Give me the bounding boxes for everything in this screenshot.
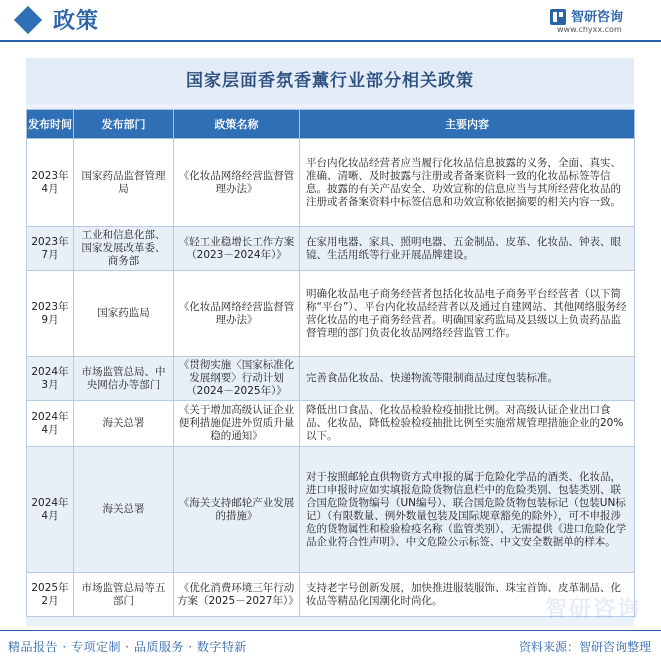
- cell-dept: 工业和信息化部、国家发展改革委、商务部: [74, 227, 174, 271]
- table-row: [27, 357, 635, 401]
- cell-content: 对于按照邮轮直供物资方式申报的属于危险化学品的酒类、化妆品，进口申报时应如实填报危险货物信息栏中的危险类别、包装类别、联合国危险货物编号（UN编号）、联合国危险货物包装标记（包装UN标记）（有限数量、例外数量包装及国际规章豁免的除外），可不申报涉危的货物属性和检验检疫名称（监管类别），无需提供《进口危险化学品企业符合性声明》、中文危险公示标签、中文安全数据单的样本。: [300, 447, 635, 573]
- brand-name: 智研咨询: [571, 10, 624, 25]
- policy-table-panel: [26, 58, 634, 626]
- policy-table: [26, 109, 635, 617]
- table-title: 国家层面香氛香薰行业部分相关政策: [26, 58, 634, 104]
- cell-date: 2024年4月: [27, 401, 74, 447]
- table-row: [27, 401, 635, 447]
- cell-content: 支持老字号创新发展，加快推进服装服饰、珠宝首饰、皮革制品、化妆品等精品化国潮化时尚化。: [300, 573, 635, 617]
- brand-logo-icon: [549, 8, 567, 26]
- table-row: [27, 271, 635, 357]
- table-row: [27, 573, 635, 617]
- diamond-icon: [14, 6, 42, 34]
- cell-policy: 《关于增加高级认证企业便利措施促进外贸质升量稳的通知》: [174, 401, 300, 447]
- cell-content: 平台内化妆品经营者应当履行化妆品信息披露的义务，全面、真实、准确、清晰、及时披露与注册或者备案资料一致的化妆品标签等信息。披露的有关产品安全、功效宣称的信息应当与其所经营化妆品的注册或者备案资料中标签信息和功效宣称依据摘要的相关内容一致。: [300, 139, 635, 227]
- col-header-policy: 政策名称: [174, 110, 300, 139]
- table-row: [27, 447, 635, 573]
- brand-url[interactable]: www.chyxx.com: [557, 25, 622, 34]
- cell-dept: 市场监管总局等五部门: [74, 573, 174, 617]
- col-header-date: 发布时间: [27, 110, 74, 139]
- cell-content: 完善食品化妆品、快递物流等限制商品过度包装标准。: [300, 357, 635, 401]
- brand[interactable]: [549, 6, 649, 38]
- cell-date: 2025年2月: [27, 573, 74, 617]
- source-note: 资料来源：智研咨询整理: [518, 640, 651, 654]
- cell-dept: 市场监管总局、中央网信办等部门: [74, 357, 174, 401]
- footer-slogan: 精品报告 · 专项定制 · 品质服务 · 数字特新: [8, 640, 247, 654]
- table-row: [27, 139, 635, 227]
- cell-policy: 《轻工业稳增长工作方案（2023－2024年）》: [174, 227, 300, 271]
- col-header-dept: 发布部门: [74, 110, 174, 139]
- cell-date: 2023年7月: [27, 227, 74, 271]
- cell-policy: 《化妆品网络经营监督管理办法》: [174, 139, 300, 227]
- cell-date: 2024年3月: [27, 357, 74, 401]
- section-title: 政策: [53, 9, 100, 34]
- cell-dept: 海关总署: [74, 447, 174, 573]
- cell-dept: 国家药品监督管理局: [74, 139, 174, 227]
- col-header-content: 主要内容: [300, 110, 635, 139]
- cell-policy: 《化妆品网络经营监督管理办法》: [174, 271, 300, 357]
- watermark: 智研咨询: [544, 597, 641, 622]
- cell-dept: 海关总署: [74, 401, 174, 447]
- top-bar: [0, 0, 661, 40]
- cell-date: 2023年9月: [27, 271, 74, 357]
- cell-policy: 《优化消费环境三年行动方案（2025－2027年）》: [174, 573, 300, 617]
- cell-date: 2024年4月: [27, 447, 74, 573]
- cell-content: 明确化妆品电子商务经营者包括化妆品电子商务平台经营者（以下简称“平台”）、平台内化妆品经营者以及通过自建网站、其他网络服务经营化妆品的电子商务经营者。明确国家药监局及县级以上负责药品监督管理的部门负责化妆品网络经营监管工作。: [300, 271, 635, 357]
- top-divider: [0, 40, 661, 42]
- cell-policy: 《贯彻实施〈国家标准化发展纲要〉行动计划（2024－2025年）》: [174, 357, 300, 401]
- cell-content: 在家用电器、家具、照明电器、五金制品、皮革、化妆品、钟表、眼镜、生活用纸等行业开展品牌建设。: [300, 227, 635, 271]
- table-header-row: [27, 110, 635, 139]
- footer-divider: [0, 630, 661, 631]
- cell-content: 降低出口食品、化妆品检验检疫抽批比例。对高级认证企业出口食品、化妆品，降低检验检疫抽批比例至实施常规管理措施企业的20%以下。: [300, 401, 635, 447]
- cell-date: 2023年4月: [27, 139, 74, 227]
- table-row: [27, 227, 635, 271]
- cell-policy: 《海关支持邮轮产业发展的措施》: [174, 447, 300, 573]
- cell-dept: 国家药监局: [74, 271, 174, 357]
